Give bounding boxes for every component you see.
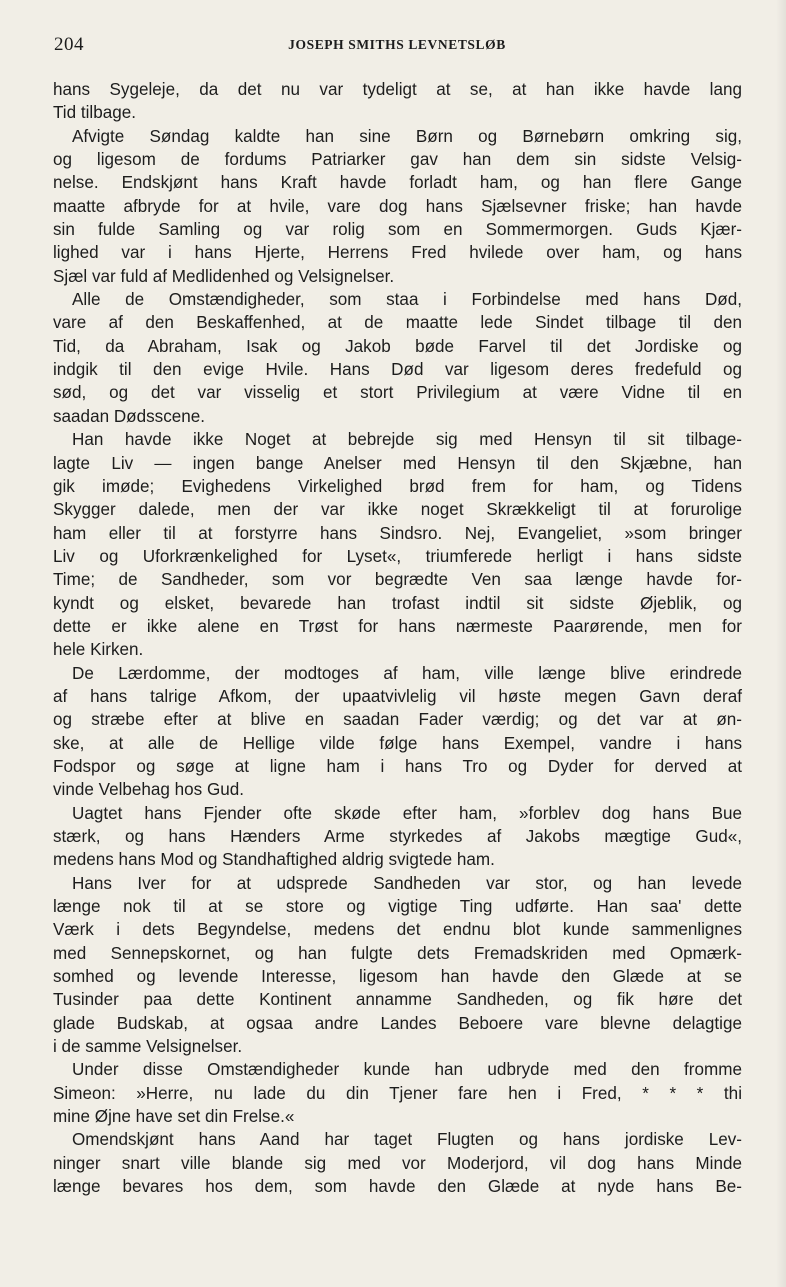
paragraph xyxy=(53,802,742,872)
text-line: sød, og det var visselig et stort Privilegium at være Vidne til en xyxy=(53,383,742,403)
text-line: hans Sygeleje, da det nu var tydeligt at se, at han ikke havde lang xyxy=(53,80,742,99)
text-line: glade Budskab, at ogsaa andre Landes Beboere vare blevne delagtige xyxy=(53,1013,742,1033)
text-line: mine Øjne have set din Frelse.« xyxy=(53,1107,295,1127)
text-line: længe nok til at se store og vigtige Ting udførte. Han saa' dette xyxy=(53,897,742,917)
text-line: og stræbe efter at blive en saadan Fader værdig; og det var at øn- xyxy=(53,710,742,730)
text-line: Fodspor og søge at ligne ham i hans Tro og Dyder for derved at xyxy=(53,756,742,776)
text-line: Uagtet hans Fjender ofte skøde efter ham, »forblev dog hans Bue xyxy=(72,803,742,823)
text-line: Tid, da Abraham, Isak og Jakob bøde Farvel til det Jordiske og xyxy=(53,336,742,356)
body-text xyxy=(53,78,742,1199)
text-line: somhed og levende Interesse, ligesom han havde den Glæde at se xyxy=(53,967,742,987)
text-line: Hans Iver for at udsprede Sandheden var stor, og han levede xyxy=(72,873,742,893)
text-line: medens hans Mod og Standhaftighed aldrig svigtede ham. xyxy=(53,850,495,870)
text-line: Time; de Sandheder, som vor begrædte Ven saa længe havde for- xyxy=(53,570,742,590)
text-line: sin fulde Samling og var rolig som en Sommermorgen. Guds Kjær- xyxy=(53,220,742,240)
text-line: ham eller til at forstyrre hans Sindsro. Nej, Evangeliet, »som bringer xyxy=(53,523,742,543)
paragraph xyxy=(53,78,742,125)
text-line: maatte afbryde for at hvile, vare dog hans Sjælsevner friske; han havde xyxy=(53,196,742,216)
text-line: hele Kirken. xyxy=(53,640,144,660)
text-line: Tid tilbage. xyxy=(53,103,136,123)
text-line: gik imøde; Evighedens Virkelighed brød frem for ham, og Tidens xyxy=(53,476,742,496)
text-line: med Sennepskornet, og han fulgte dets Fremadskriden med Opmærk- xyxy=(53,943,742,963)
page-header xyxy=(54,34,740,58)
text-line: Værk i dets Begyndelse, medens det endnu blot kunde sammenlignes xyxy=(53,920,742,940)
text-line: og ligesom de fordums Patriarker gav han dem sin sidste Velsig- xyxy=(53,150,742,170)
text-line: nelse. Endskjønt hans Kraft havde forladt ham, og han flere Gange xyxy=(53,173,742,193)
text-line: Alle de Omstændigheder, som staa i Forbindelse med hans Død, xyxy=(72,290,742,310)
text-line: De Lærdomme, der modtoges af ham, ville længe blive erindrede xyxy=(72,663,742,683)
text-line: Under disse Omstændigheder kunde han udbryde med den fromme xyxy=(72,1060,742,1080)
text-line: kyndt og elsket, bevarede han trofast indtil sit sidste Øjeblik, og xyxy=(53,593,742,613)
text-line: Simeon: »Herre, nu lade du din Tjener fare hen i Fred, * * * thi xyxy=(53,1083,742,1103)
paragraph xyxy=(53,125,742,288)
text-line: stærk, og hans Hænders Arme styrkedes af Jakobs mægtige Gud«, xyxy=(53,827,742,846)
paragraph xyxy=(53,1058,742,1128)
text-line: vare af den Beskaffenhed, at de maatte lede Sindet tilbage til den xyxy=(53,313,742,333)
text-line: lagte Liv — ingen bange Anelser med Hensyn til den Skjæbne, han xyxy=(53,453,742,473)
paragraph xyxy=(53,1128,742,1198)
text-line: indgik til den evige Hvile. Hans Død var ligesom deres fredefuld og xyxy=(53,360,742,380)
paragraph xyxy=(53,428,742,661)
text-line: Liv og Uforkrænkelighed for Lyset«, triumferede herligt i hans sidste xyxy=(53,546,742,566)
paragraph xyxy=(53,872,742,1059)
text-line: vinde Velbehag hos Gud. xyxy=(53,780,245,800)
text-line: ske, at alle de Hellige vilde følge hans Exempel, vandre i hans xyxy=(53,733,742,753)
text-line: af hans talrige Afkom, der upaatvivlelig vil høste megen Gavn deraf xyxy=(53,686,742,706)
text-line: i de samme Velsignelser. xyxy=(53,1037,243,1057)
text-line: Skygger dalede, men der var ikke noget Skrækkeligt til at forurolige xyxy=(53,500,742,520)
text-line: ninger snart ville blande sig med vor Moderjord, vil dog hans Minde xyxy=(53,1153,742,1173)
paragraph xyxy=(53,662,742,802)
text-line: Tusinder paa dette Kontinent annamme Sandheden, og fik høre det xyxy=(53,990,742,1010)
text-line: Sjæl var fuld af Medlidenhed og Velsignelser. xyxy=(53,266,395,286)
text-line: Han havde ikke Noget at bebrejde sig med Hensyn til sit tilbage- xyxy=(72,430,742,450)
paragraph xyxy=(53,288,742,428)
text-line: lighed var i hans Hjerte, Herrens Fred hvilede over ham, og hans xyxy=(53,243,742,263)
text-line: dette er ikke alene en Trøst for hans nærmeste Paarørende, men for xyxy=(53,616,742,636)
text-line: saadan Dødsscene. xyxy=(53,406,206,426)
page-edge-shadow xyxy=(776,0,786,1287)
text-line: Afvigte Søndag kaldte han sine Børn og Børnebørn omkring sig, xyxy=(72,126,742,146)
text-line: Omendskjønt hans Aand har taget Flugten og hans jordiske Lev- xyxy=(72,1130,742,1150)
running-title: JOSEPH SMITHS LEVNETSLØB xyxy=(288,37,506,52)
page-number: 204 xyxy=(54,34,84,55)
text-line: længe bevares hos dem, som havde den Glæde at nyde hans Be- xyxy=(53,1177,742,1197)
